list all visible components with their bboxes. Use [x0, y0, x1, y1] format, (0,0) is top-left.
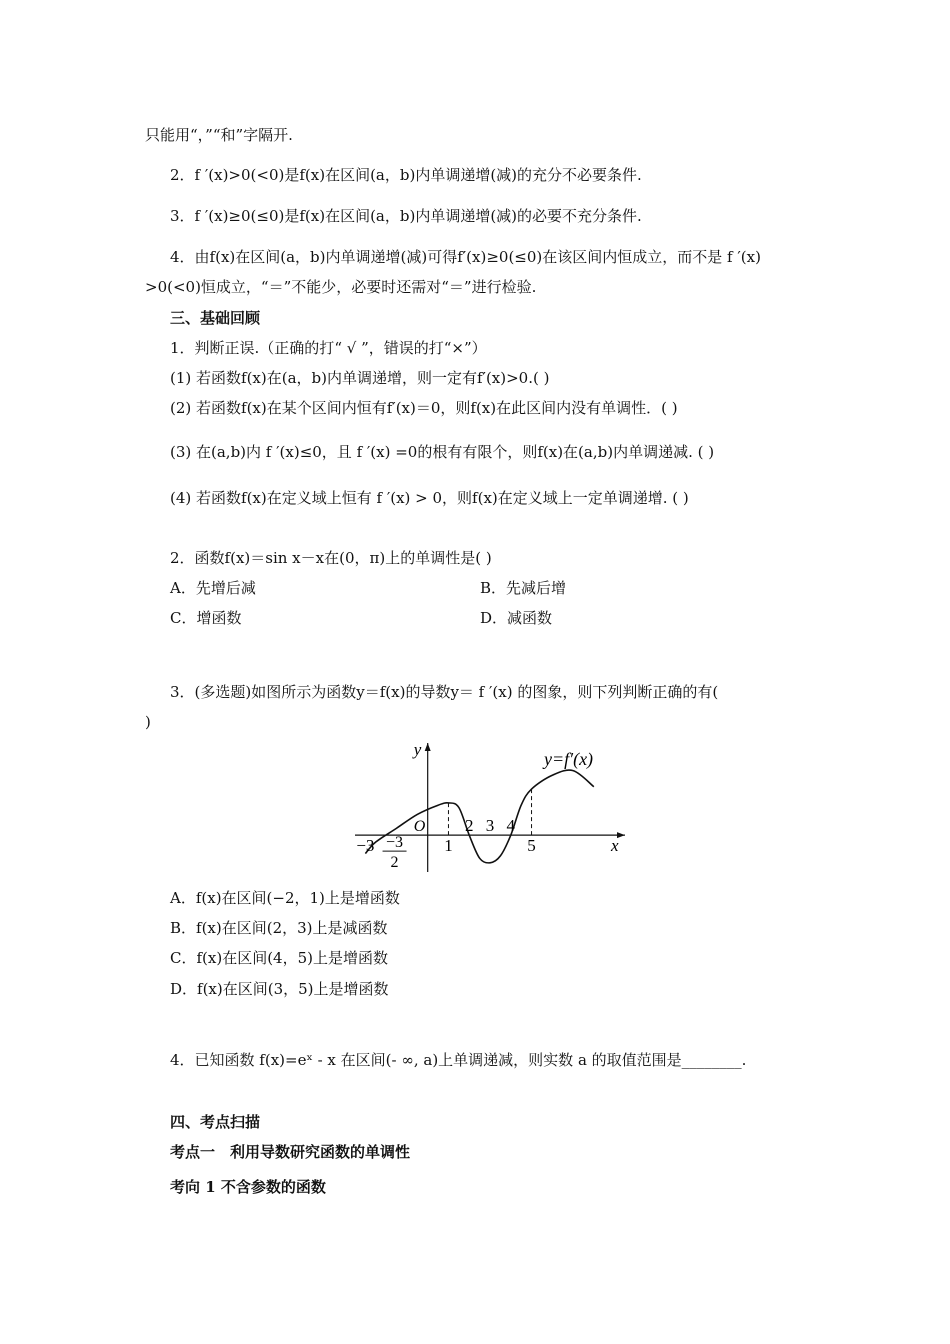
x-tick-label-5: 3	[485, 816, 495, 836]
point-4-line2: >0(<0)恒成立，“＝”不能少，必要时还需对“＝”进行检验.	[145, 278, 537, 296]
q2-option-a: A．先增后减	[170, 579, 256, 597]
q3-stem-line2: )	[145, 713, 151, 731]
q1-stem: 1．判断正误.（正确的打“ √ ”，错误的打“×”）	[170, 339, 487, 357]
q4-stem: 4．已知函数 f(x)=eˣ - x 在区间(- ∞, a)上单调递减，则实数 a 的取值范围是________.	[170, 1051, 747, 1069]
q1-item-1: (1) 若函数f(x)在(a，b)内单调递增，则一定有f′(x)>0.( )	[170, 369, 550, 387]
y-axis-arrow	[425, 743, 431, 751]
x-tick-label-2-num: −3	[386, 834, 404, 852]
q3-option-d: D．f(x)在区间(3，5)上是增函数	[170, 980, 389, 998]
origin-label: O	[413, 818, 426, 836]
x-tick-label-7: 5	[527, 836, 536, 856]
q1-item-4: (4) 若函数f(x)在定义域上恒有 f ′(x) > 0，则f(x)在定义域上一定单调递增. ( )	[170, 489, 689, 507]
topic-1-heading: 考点一 利用导数研究函数的单调性	[170, 1143, 411, 1161]
direction-1-heading: 考向 1 不含参数的函数	[170, 1178, 326, 1196]
y-axis-label: y	[413, 740, 422, 759]
q3-option-b: B．f(x)在区间(2，3)上是减函数	[170, 919, 388, 937]
section-4-title: 四、考点扫描	[170, 1113, 261, 1131]
point-3: 3．f ′(x)≥0(≤0)是f(x)在区间(a，b)内单调递增(减)的必要不充分条件.	[170, 207, 642, 225]
curve-label: y=f′(x)	[544, 748, 594, 769]
x-tick-label-4: 2	[464, 816, 474, 836]
x-axis-label: x	[611, 836, 619, 856]
intro-line: 只能用“，”“和”字隔开.	[145, 126, 293, 144]
q3-option-c: C．f(x)在区间(4，5)上是增函数	[170, 949, 388, 967]
x-tick-label-2-den: 2	[390, 854, 399, 872]
q2-option-b: B．先减后增	[480, 579, 567, 597]
q1-item-3: (3) 在(a,b)内 f ′(x)≤0，且 f ′(x) =0的根有有限个，则f(x)在(a,b)内单调递减. ( )	[170, 443, 715, 461]
q3-stem-line1: 3．(多选题)如图所示为函数y＝f(x)的导数y＝ f ′(x) 的图象，则下列判断正确的有(	[170, 683, 719, 701]
q3-option-a: A．f(x)在区间(−2，1)上是增函数	[170, 889, 400, 907]
point-2: 2．f ′(x)>0(<0)是f(x)在区间(a，b)内单调递增(减)的充分不必要条件.	[170, 166, 642, 184]
section-3-title: 三、基础回顾	[170, 309, 261, 327]
q1-item-2: (2) 若函数f(x)在某个区间内恒有f′(x)＝0，则f(x)在此区间内没有单调性．( )	[170, 399, 678, 417]
x-tick-label-3: 1	[444, 836, 453, 856]
q2-option-c: C．增函数	[170, 609, 242, 627]
derivative-graph	[345, 735, 635, 880]
q2-stem: 2．函数f(x)＝sin x－x在(0，π)上的单调性是( )	[170, 549, 492, 567]
x-tick-label-1: −3	[356, 836, 375, 856]
point-4-line1: 4．由f(x)在区间(a，b)内单调递增(减)可得f′(x)≥0(≤0)在该区间内恒成立，而不是 f ′(x)	[170, 248, 761, 266]
x-tick-label-6: 4	[506, 816, 516, 836]
q2-option-d: D．减函数	[480, 609, 553, 627]
